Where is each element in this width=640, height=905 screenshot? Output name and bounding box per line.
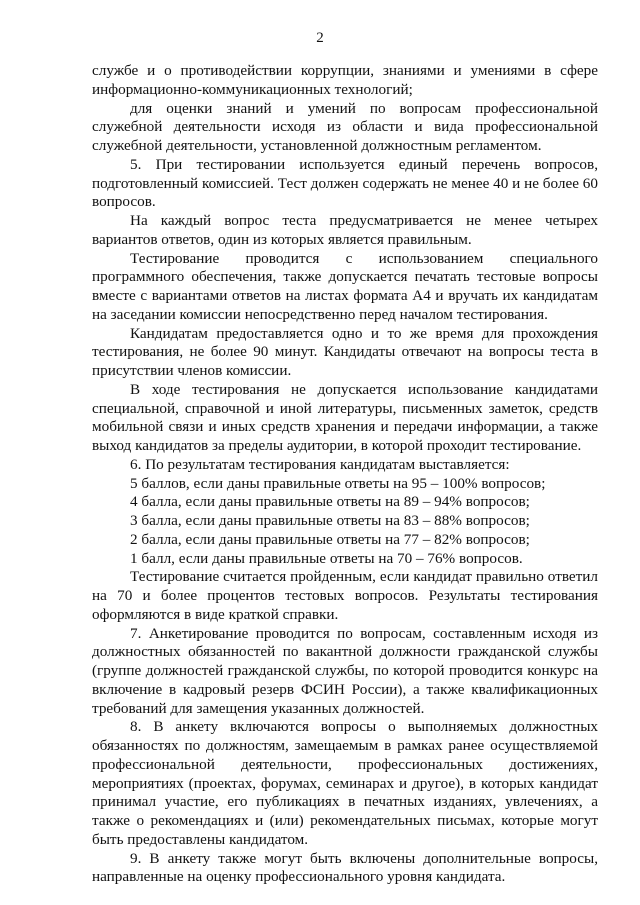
paragraph: 5. При тестировании используется единый перечень вопросов, подготовленный комиссией. Тест должен содержать не менее 40 и не более 60 вопросов. [92, 155, 598, 211]
paragraph: 4 балла, если даны правильные ответы на 89 – 94% вопросов; [130, 493, 530, 511]
paragraph: 5 баллов, если даны правильные ответы на 95 – 100% вопросов; [130, 474, 546, 492]
paragraph: Кандидатам предоставляется одно и то же время для прохождения тестирования, не более 90 минут. Кандидаты отвечают на вопросы теста в присутствии членов комиссии. [92, 324, 598, 379]
paragraph: 2 балла, если даны правильные ответы на 77 – 82% вопросов; [130, 530, 530, 548]
paragraph: В ходе тестирования не допускается использование кандидатами специальной, справочной и иной литературы, письменных заметок, средств мобильной связи и иных средств хранения и передачи информации, а также выход кандидатов за пределы аудитории, в которой проходит тестирование. [92, 380, 598, 454]
paragraph: 7. Анкетирование проводится по вопросам, составленным исходя из должностных обязанностей по вакантной должности гражданской службы (группе должностей гражданской службы, по которой проводится конкурс на включение в кадровый резерв ФСИН России), а также квалификационных требований для замещения указанных должностей. [92, 624, 598, 717]
paragraph: Тестирование считается пройденным, если кандидат правильно ответил на 70 и более процентов тестовых вопросов. Результаты тестирования оформляются в виде краткой справки. [92, 568, 598, 623]
paragraph: 1 балл, если даны правильные ответы на 70 – 76% вопросов. [130, 549, 523, 567]
page-number: 2 [316, 30, 324, 46]
paragraph: На каждый вопрос теста предусматривается не менее четырех вариантов ответов, один из которых является правильным. [92, 212, 598, 248]
paragraph: для оценки знаний и умений по вопросам профессиональной служебной деятельности исходя из области и вида профессиональной служебной деятельности, установленной должностным регламентом. [92, 99, 598, 154]
paragraph: 3 балла, если даны правильные ответы на 83 – 88% вопросов; [130, 512, 530, 529]
paragraph: 9. В анкету также могут быть включены дополнительные вопросы, направленные на оценку профессионального уровня кандидата. [92, 849, 598, 886]
document-body [92, 62, 598, 887]
paragraph: 6. По результатам тестирования кандидатам выставляется: [130, 455, 510, 473]
paragraph: Тестирование проводится с использованием специального программного обеспечения, также допускается печатать тестовые вопросы вместе с вариантами ответов на листах формата А4 и вручать их кандидатам на заседании комиссии непосредственно перед началом тестирования. [92, 249, 598, 323]
paragraph: службе и о противодействии коррупции, знаниями и умениями в сфере информационно-коммуникационных технологий; [92, 62, 598, 98]
paragraph: 8. В анкету включаются вопросы о выполняемых должностных обязанностях по должностям, замещаемым в рамках ранее осуществляемой профессиональной деятельности, профессиональных достижениях, мероприятиях (проектах, форумах, семинарах и другое), в которых кандидат принимал участие, его публикациях в печатных изданиях, увлечениях, а также о рекомендациях и (или) рекомендательных письмах, которые могут быть предоставлены кандидатом. [92, 718, 598, 848]
